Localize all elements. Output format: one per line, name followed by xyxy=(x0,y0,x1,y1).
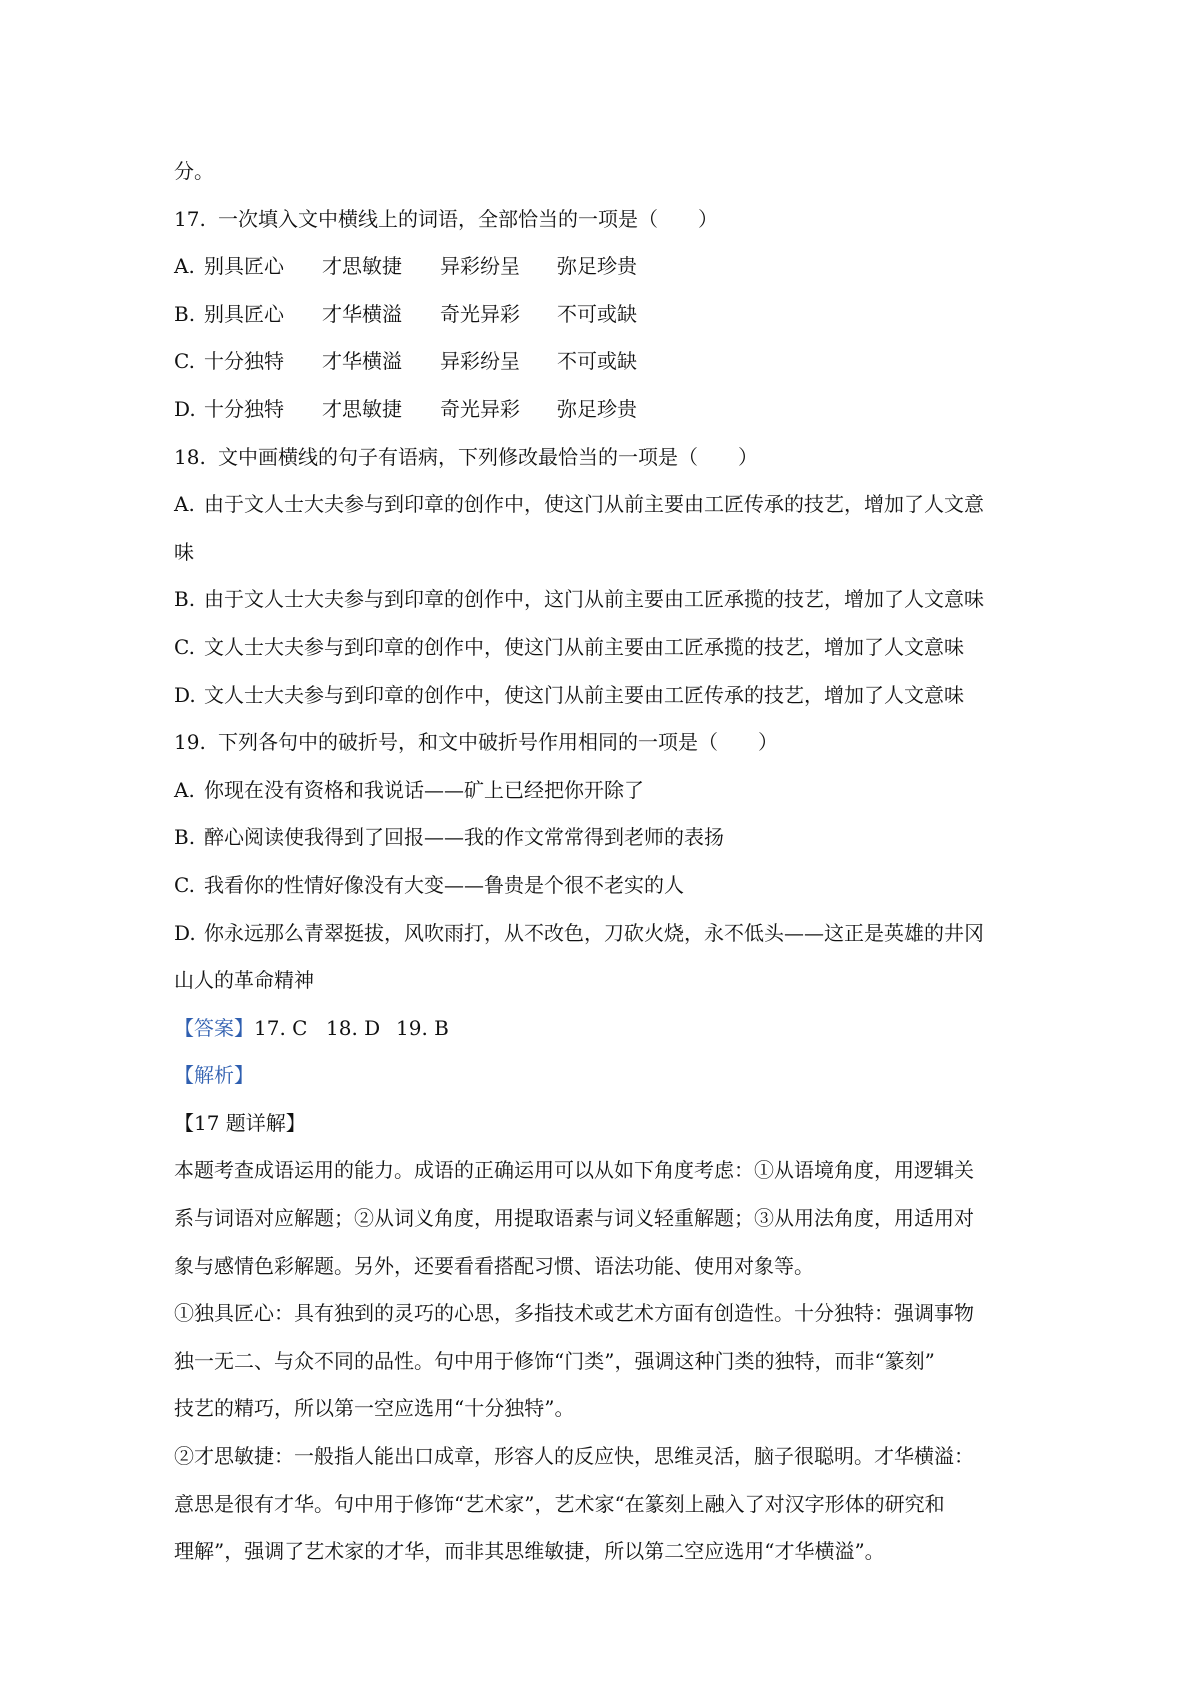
option-label: A. xyxy=(174,492,195,517)
page-content xyxy=(174,148,1040,1576)
paragraph-line: 系与词语对应解题；②从词义角度，用提取语素与词义轻重解题；③从用法角度，用适用对 xyxy=(174,1206,974,1231)
option-word: 奇光异彩 xyxy=(440,396,520,421)
detail-17-label: 【17 题详解】 xyxy=(174,1110,306,1135)
option-word: 别具匠心 xyxy=(204,301,284,326)
question-text: 文中画横线的句子有语病，下列修改最恰当的一项是（ ） xyxy=(218,444,758,469)
q17-option-a xyxy=(174,243,1040,291)
option-word: 弥足珍贵 xyxy=(557,396,637,421)
q19-option-d-cont: 山人的革命精神 xyxy=(174,968,314,993)
q19-option-d xyxy=(174,910,1040,958)
q19-option-c xyxy=(174,862,1040,910)
option-label: A. xyxy=(174,254,195,279)
option-text: 我看你的性情好像没有大变——鲁贵是个很不老实的人 xyxy=(204,872,684,897)
paragraph-line: 独一无二、与众不同的品性。句中用于修饰“门类”，强调这种门类的独特，而非“篆刻” xyxy=(174,1348,935,1373)
answer-17: 17. C xyxy=(254,1015,308,1040)
answer-18: 18. D xyxy=(326,1015,381,1040)
option-label: C. xyxy=(174,634,195,659)
option-text: 文人士大夫参与到印章的创作中，使这门从前主要由工匠承揽的技艺，增加了人文意味 xyxy=(204,634,964,659)
paragraph-line: 理解”，强调了艺术家的才华，而非其思维敏捷，所以第二空应选用“才华横溢”。 xyxy=(174,1539,885,1564)
option-text: 由于文人士大夫参与到印章的创作中，使这门从前主要由工匠传承的技艺，增加了人文意 xyxy=(204,492,984,517)
option-label: D. xyxy=(174,920,196,945)
paragraph-line: 象与感情色彩解题。另外，还要看看搭配习惯、语法功能、使用对象等。 xyxy=(174,1253,814,1278)
analysis-label: 【解析】 xyxy=(174,1063,254,1088)
q18-option-a xyxy=(174,481,1040,529)
question-number: 17. xyxy=(174,206,206,231)
option-label: D. xyxy=(174,396,196,421)
option-text: 文人士大夫参与到印章的创作中，使这门从前主要由工匠传承的技艺，增加了人文意味 xyxy=(204,682,964,707)
question-number: 19. xyxy=(174,730,206,755)
answer-label: 【答案】 xyxy=(174,1015,254,1040)
question-19 xyxy=(174,719,1040,767)
paragraph-line: 技艺的精巧，所以第一空应选用“十分独特”。 xyxy=(174,1396,575,1421)
option-word: 才思敏捷 xyxy=(322,254,402,279)
answer-line xyxy=(174,1005,1040,1053)
answer-19: 19. B xyxy=(396,1015,449,1040)
paragraph-line: ②才思敏捷：一般指人能出口成章，形容人的反应快，思维灵活，脑子很聪明。才华横溢： xyxy=(174,1444,974,1469)
option-word: 奇光异彩 xyxy=(440,301,520,326)
option-label: A. xyxy=(174,777,195,802)
question-number: 18. xyxy=(174,444,206,469)
option-word: 不可或缺 xyxy=(557,301,637,326)
option-word: 才华横溢 xyxy=(322,301,402,326)
q19-option-a xyxy=(174,767,1040,815)
option-word: 弥足珍贵 xyxy=(557,254,637,279)
option-text: 由于文人士大夫参与到印章的创作中，这门从前主要由工匠承揽的技艺，增加了人文意味 xyxy=(204,587,984,612)
option-word: 十分独特 xyxy=(204,349,284,374)
option-text: 你现在没有资格和我说话——矿上已经把你开除了 xyxy=(204,777,644,802)
option-label: B. xyxy=(174,825,196,850)
option-label: C. xyxy=(174,349,195,374)
q18-option-c xyxy=(174,624,1040,672)
option-label: D. xyxy=(174,682,196,707)
option-label: B. xyxy=(174,587,196,612)
question-text: 一次填入文中横线上的词语，全部恰当的一项是（ ） xyxy=(218,206,718,231)
q18-option-b xyxy=(174,576,1040,624)
option-word: 别具匠心 xyxy=(204,254,284,279)
option-word: 不可或缺 xyxy=(557,349,637,374)
option-word: 才华横溢 xyxy=(322,349,402,374)
paragraph-line: ①独具匠心：具有独到的灵巧的心思，多指技术或艺术方面有创造性。十分独特：强调事物 xyxy=(174,1301,974,1326)
q17-option-c xyxy=(174,338,1040,386)
question-text: 下列各句中的破折号，和文中破折号作用相同的一项是（ ） xyxy=(218,730,778,755)
option-word: 十分独特 xyxy=(204,396,284,421)
question-18 xyxy=(174,434,1040,482)
q18-option-d xyxy=(174,672,1040,720)
option-text: 醉心阅读使我得到了回报——我的作文常常得到老师的表扬 xyxy=(204,825,724,850)
q18-option-a-cont: 味 xyxy=(174,539,194,564)
question-17 xyxy=(174,196,1040,244)
q19-option-b xyxy=(174,814,1040,862)
option-word: 异彩纷呈 xyxy=(440,254,520,279)
option-label: C. xyxy=(174,872,195,897)
option-text: 你永远那么青翠挺拔，风吹雨打，从不改色，刀砍火烧，永不低头——这正是英雄的井冈 xyxy=(204,920,984,945)
paragraph-line: 本题考查成语运用的能力。成语的正确运用可以从如下角度考虑：①从语境角度，用逻辑关 xyxy=(174,1158,974,1183)
option-word: 才思敏捷 xyxy=(322,396,402,421)
paragraph-line: 意思是很有才华。句中用于修饰“艺术家”，艺术家“在篆刻上融入了对汉字形体的研究和 xyxy=(174,1491,945,1516)
option-label: B. xyxy=(174,301,196,326)
q17-option-d xyxy=(174,386,1040,434)
text-line: 分。 xyxy=(174,159,214,183)
q17-option-b xyxy=(174,291,1040,339)
option-word: 异彩纷呈 xyxy=(440,349,520,374)
